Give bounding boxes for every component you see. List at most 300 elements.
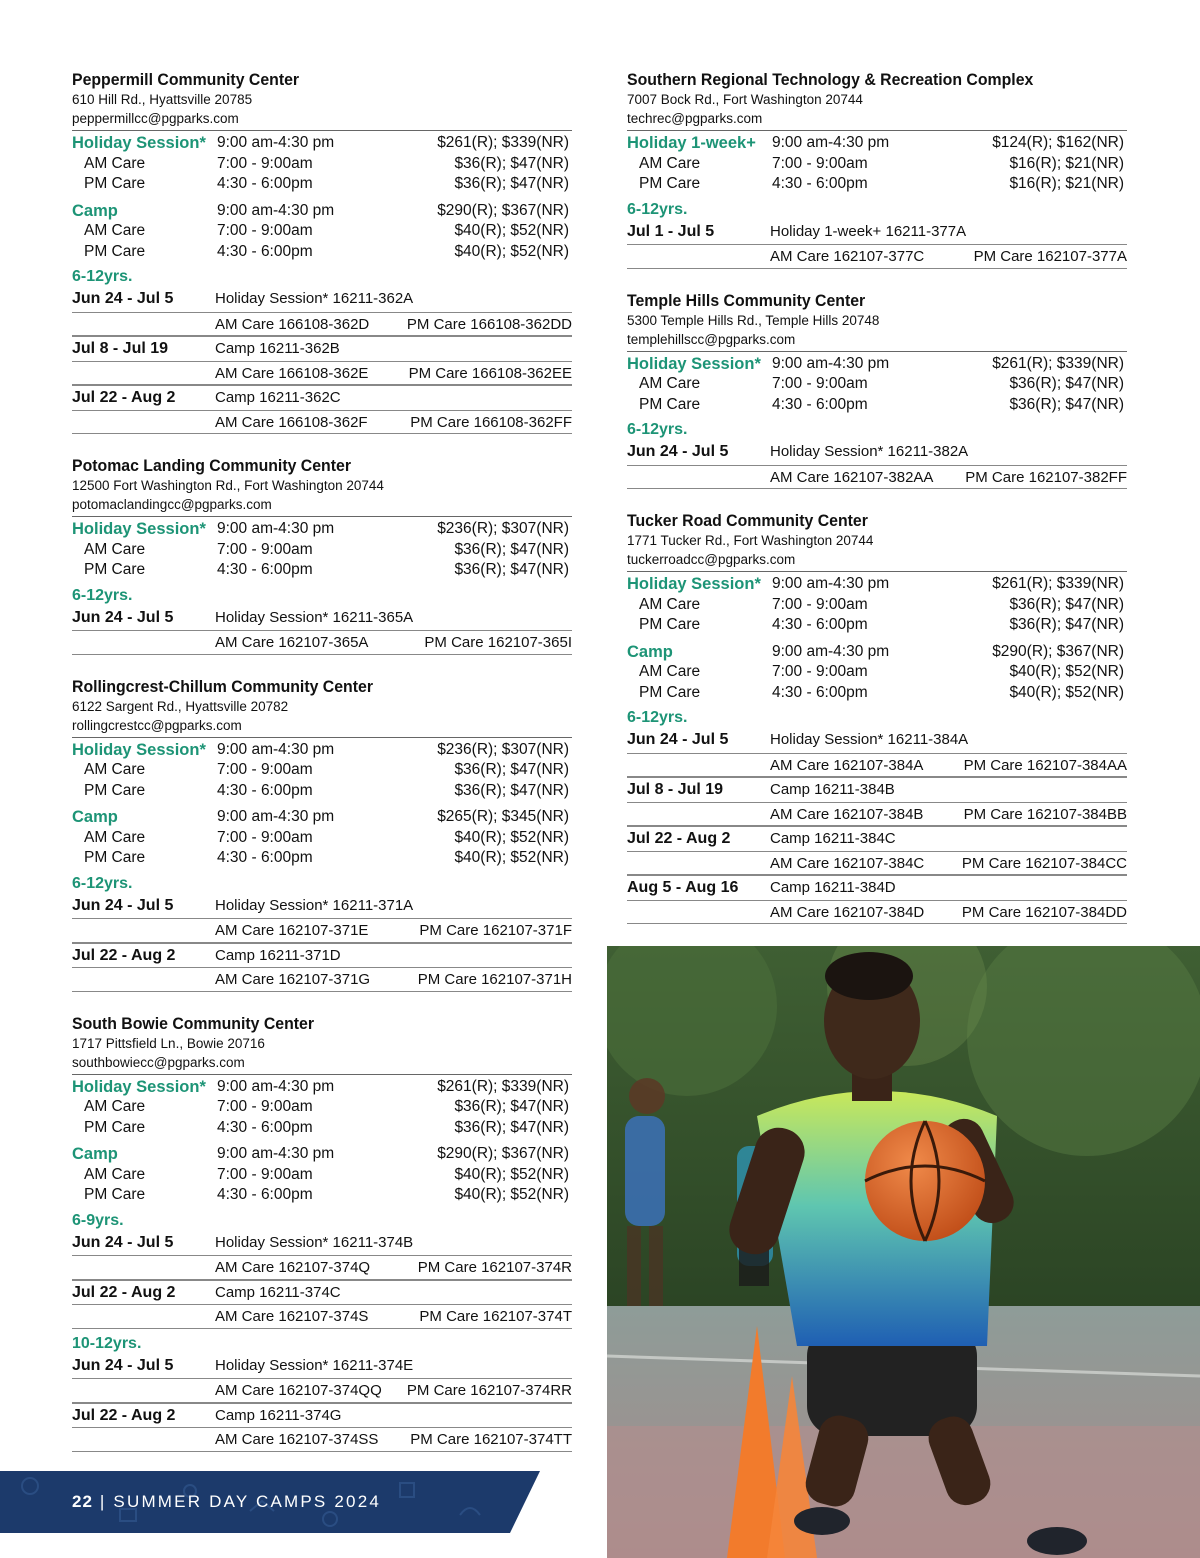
price-amount: $261(R); $339(NR) [437, 1077, 569, 1095]
center-block [72, 456, 572, 655]
pm-care-code: PM Care 162107-374R [417, 1259, 572, 1276]
price-time: 4:30 - 6:00pm [772, 395, 868, 413]
session-dates: Jun 24 - Jul 5 [627, 443, 729, 460]
session-dates: Jun 24 - Jul 5 [627, 731, 729, 748]
price-label: AM Care [84, 828, 146, 846]
session-spacer [385, 1354, 572, 1379]
price-label: AM Care [84, 222, 146, 239]
price-amount: $40(R); $52(NR) [454, 242, 569, 260]
price-amount: $261(R); $339(NR) [992, 354, 1124, 372]
session-spacer [385, 1281, 572, 1305]
price-row-care [72, 221, 572, 242]
price-label: PM Care [639, 616, 701, 633]
session-row [627, 220, 1127, 245]
am-care-code: AM Care 162107-384C [770, 854, 925, 872]
price-row-care [72, 1165, 572, 1186]
price-amount: $36(R); $47(NR) [454, 761, 569, 778]
price-time: 9:00 am-4:30 pm [772, 575, 890, 592]
center-email: potomaclandingcc@pgparks.com [72, 495, 572, 517]
session-row [72, 894, 572, 919]
session-dates: Jul 1 - Jul 5 [627, 222, 715, 240]
price-row-care [627, 615, 1127, 636]
session-spacer [940, 876, 1127, 900]
session-program-code: Holiday Session* 16211-374B [215, 1233, 414, 1251]
session-spacer [385, 287, 572, 312]
center-block [72, 70, 572, 434]
price-label: Holiday Session* [72, 134, 206, 152]
session-care-row [72, 1427, 572, 1452]
session-schedule [627, 728, 1127, 924]
session-dates: Jul 8 - Jul 19 [72, 340, 169, 357]
price-amount: $36(R); $47(NR) [454, 154, 569, 172]
session-dates: Jul 8 - Jul 19 [627, 781, 724, 798]
price-time: 7:00 - 9:00am [217, 222, 313, 239]
center-name: Temple Hills Community Center [627, 291, 866, 310]
session-care-row [627, 802, 1127, 827]
price-time: 7:00 - 9:00am [772, 595, 868, 613]
price-amount: $290(R); $367(NR) [437, 201, 569, 219]
price-row-program [72, 807, 572, 828]
am-care-code: AM Care 162107-384D [770, 903, 925, 921]
session-spacer [385, 944, 572, 968]
price-row-care [627, 174, 1127, 195]
center-block [627, 291, 1127, 490]
price-row-program [627, 133, 1127, 154]
session-row [72, 1280, 572, 1305]
age-group-label: 6-12yrs. [627, 421, 688, 438]
price-row-care [72, 174, 572, 195]
session-schedule [72, 606, 572, 655]
price-amount: $40(R); $52(NR) [454, 222, 569, 239]
price-amount: $36(R); $47(NR) [454, 175, 569, 192]
price-time: 9:00 am-4:30 pm [217, 740, 335, 758]
center-email: southbowiecc@pgparks.com [72, 1053, 572, 1075]
page-footer [72, 1492, 381, 1512]
session-schedule [72, 287, 572, 434]
price-row-care [72, 781, 572, 802]
price-list [72, 1075, 572, 1206]
price-row-care [72, 760, 572, 781]
price-label: Camp [72, 201, 118, 220]
session-care-spacer [627, 754, 770, 777]
center-address: 1717 Pittsfield Ln., Bowie 20716 [72, 1035, 265, 1051]
session-row [72, 1231, 572, 1256]
pm-care-code: PM Care 162107-377A [973, 248, 1127, 265]
pm-care-code: PM Care 162107-384AA [963, 756, 1127, 774]
price-label: Camp [72, 808, 118, 826]
pm-care-code: PM Care 162107-384DD [961, 903, 1127, 921]
session-care-row [72, 918, 572, 943]
session-care-row [627, 753, 1127, 778]
price-time: 7:00 - 9:00am [217, 154, 313, 172]
session-row [627, 826, 1127, 851]
session-care-row [72, 967, 572, 992]
price-amount: $261(R); $339(NR) [437, 134, 569, 151]
pm-care-code: PM Care 162107-374TT [410, 1431, 572, 1448]
session-program-code: Holiday Session* 16211-384A [770, 731, 969, 748]
price-amount: $36(R); $47(NR) [1009, 616, 1124, 633]
price-time: 7:00 - 9:00am [217, 1098, 313, 1115]
session-spacer [940, 778, 1127, 802]
price-time: 9:00 am-4:30 pm [772, 642, 890, 660]
session-program-code: Holiday Session* 16211-371A [215, 896, 414, 914]
pm-care-code: PM Care 162107-374RR [406, 1382, 572, 1399]
photo-illustration [607, 946, 1200, 1558]
session-care-spacer [72, 313, 215, 336]
am-care-code: AM Care 162107-382AA [770, 468, 934, 486]
price-row-care [72, 848, 572, 869]
price-time: 4:30 - 6:00pm [217, 561, 313, 578]
center-address: 610 Hill Rd., Hyattsville 20785 [72, 92, 253, 107]
session-row [72, 606, 572, 631]
age-group-label: 6-9yrs. [72, 1211, 124, 1229]
session-dates: Jun 24 - Jul 5 [72, 1356, 174, 1374]
price-row-care [72, 154, 572, 175]
price-time: 4:30 - 6:00pm [217, 849, 313, 866]
footer-title: SUMMER DAY CAMPS 2024 [113, 1492, 382, 1511]
price-amount: $36(R); $47(NR) [454, 540, 569, 558]
session-care-row [72, 1304, 572, 1329]
session-spacer [385, 606, 572, 631]
session-program-code: Camp 16211-371D [215, 946, 341, 964]
price-amount: $36(R); $47(NR) [1009, 375, 1124, 392]
am-care-code: AM Care 162107-374QQ [215, 1382, 382, 1399]
session-spacer [940, 220, 1127, 245]
boy-dribbling-basketball-photo [607, 946, 1200, 1558]
session-spacer [385, 386, 572, 410]
session-spacer [385, 894, 572, 919]
price-row-program [627, 642, 1127, 663]
price-label: PM Care [84, 561, 146, 578]
session-row [72, 336, 572, 361]
session-care-row [627, 244, 1127, 269]
price-amount: $40(R); $52(NR) [454, 849, 569, 866]
session-dates: Jun 24 - Jul 5 [72, 896, 174, 914]
pm-care-code: PM Care 162107-371F [419, 922, 572, 939]
price-time: 4:30 - 6:00pm [217, 781, 313, 799]
center-block [627, 70, 1127, 269]
session-care-row [72, 361, 572, 386]
age-group-label: 6-12yrs. [627, 709, 688, 726]
am-care-code: AM Care 162107-384B [770, 805, 924, 823]
session-row [627, 440, 1127, 465]
pm-care-code: PM Care 162107-382FF [965, 468, 1127, 486]
session-care-spacer [72, 631, 215, 654]
session-spacer [385, 1231, 572, 1256]
session-dates: Jul 22 - Aug 2 [627, 830, 731, 847]
pm-care-code: PM Care 162107-384CC [961, 854, 1127, 872]
session-care-spacer [72, 1305, 215, 1328]
session-schedule [627, 440, 1127, 489]
price-time: 4:30 - 6:00pm [772, 616, 868, 633]
am-care-code: AM Care 162107-374S [215, 1308, 369, 1325]
footer-separator: | [99, 1492, 107, 1511]
age-group-label: 6-12yrs. [72, 874, 133, 892]
center-email: techrec@pgparks.com [627, 109, 1127, 131]
pm-care-code: PM Care 166108-362EE [408, 364, 572, 382]
price-list [627, 352, 1127, 416]
session-care-spacer [627, 901, 770, 924]
center-address: 6122 Sargent Rd., Hyattsville 20782 [72, 698, 289, 714]
price-row-program [72, 201, 572, 222]
am-care-code: AM Care 162107-371E [215, 922, 369, 939]
price-list [627, 131, 1127, 195]
pm-care-code: PM Care 162107-371H [417, 971, 572, 988]
am-care-code: AM Care 162107-377C [770, 248, 925, 265]
price-time: 9:00 am-4:30 pm [772, 354, 890, 372]
pm-care-code: PM Care 166108-362FF [410, 413, 572, 431]
price-label: AM Care [84, 540, 146, 558]
session-program-code: Camp 16211-374G [215, 1406, 342, 1424]
right-column [627, 70, 1127, 946]
session-care-spacer [72, 362, 215, 385]
price-time: 4:30 - 6:00pm [217, 242, 313, 260]
session-program-code: Camp 16211-374C [215, 1283, 341, 1301]
price-row-care [72, 1097, 572, 1118]
session-schedule [627, 220, 1127, 269]
price-amount: $290(R); $367(NR) [992, 642, 1124, 660]
session-spacer [940, 728, 1127, 753]
price-time: 9:00 am-4:30 pm [217, 201, 335, 219]
price-time: 4:30 - 6:00pm [772, 175, 868, 192]
price-label: Holiday Session* [627, 354, 761, 373]
pm-care-code: PM Care 162107-384BB [963, 805, 1127, 823]
price-time: 7:00 - 9:00am [217, 828, 313, 846]
price-label: Holiday Session* [72, 1077, 206, 1096]
price-row-program [72, 740, 572, 761]
price-amount: $290(R); $367(NR) [437, 1145, 569, 1162]
price-amount: $265(R); $345(NR) [437, 808, 569, 825]
price-row-care [72, 1118, 572, 1139]
center-name: Potomac Landing Community Center [72, 457, 351, 475]
price-label: AM Care [84, 1098, 146, 1115]
age-group-label: 6-12yrs. [72, 268, 133, 285]
session-care-spacer [72, 968, 215, 991]
price-label: PM Care [639, 683, 701, 701]
price-time: 4:30 - 6:00pm [772, 683, 868, 701]
price-label: Holiday Session* [627, 575, 761, 593]
price-amount: $40(R); $52(NR) [454, 1186, 569, 1203]
left-column [72, 70, 572, 1474]
session-program-code: Holiday Session* 16211-382A [770, 443, 969, 460]
price-label: PM Care [84, 849, 146, 866]
price-time: 9:00 am-4:30 pm [772, 134, 890, 151]
center-address: 7007 Bock Rd., Fort Washington 20744 [627, 92, 863, 107]
price-list [72, 131, 572, 262]
center-block [72, 1014, 572, 1452]
session-schedule [72, 894, 572, 992]
session-row [72, 1354, 572, 1379]
price-row-program [72, 1144, 572, 1165]
price-row-care [72, 540, 572, 561]
session-program-code: Camp 16211-384B [770, 781, 895, 798]
center-block [627, 511, 1127, 924]
price-amount: $40(R); $52(NR) [454, 1165, 569, 1183]
price-amount: $40(R); $52(NR) [454, 828, 569, 846]
price-label: AM Care [84, 1165, 146, 1183]
price-time: 9:00 am-4:30 pm [217, 134, 335, 151]
age-group-label: 6-12yrs. [72, 586, 133, 604]
price-label: PM Care [84, 242, 146, 260]
session-row [627, 777, 1127, 802]
session-care-spacer [72, 1379, 215, 1402]
center-name: Peppermill Community Center [72, 71, 300, 89]
price-label: Holiday 1-week+ [627, 134, 756, 152]
price-time: 4:30 - 6:00pm [217, 1118, 313, 1136]
center-email: templehillscc@pgparks.com [627, 330, 1127, 352]
session-dates: Jul 22 - Aug 2 [72, 1406, 176, 1424]
session-care-spacer [627, 245, 770, 268]
session-dates: Jul 22 - Aug 2 [72, 1283, 176, 1301]
price-row-program [72, 133, 572, 154]
pm-care-code: PM Care 162107-374T [419, 1308, 572, 1325]
price-amount: $36(R); $47(NR) [1009, 595, 1124, 613]
price-row-care [72, 242, 572, 263]
price-list [627, 572, 1127, 703]
session-row [72, 943, 572, 968]
price-label: PM Care [639, 175, 701, 192]
price-label: Camp [72, 1145, 118, 1163]
price-amount: $16(R); $21(NR) [1009, 154, 1124, 172]
price-list [72, 517, 572, 581]
am-care-code: AM Care 166108-362D [215, 315, 370, 333]
price-amount: $261(R); $339(NR) [992, 575, 1124, 592]
price-row-care [72, 828, 572, 849]
session-dates: Jun 24 - Jul 5 [72, 1233, 174, 1251]
am-care-code: AM Care 162107-374Q [215, 1259, 371, 1276]
session-care-spacer [72, 1256, 215, 1279]
session-row [72, 385, 572, 410]
price-time: 9:00 am-4:30 pm [217, 808, 335, 825]
price-row-program [72, 519, 572, 540]
price-label: Holiday Session* [72, 740, 206, 759]
price-label: PM Care [84, 781, 146, 799]
price-time: 9:00 am-4:30 pm [217, 1145, 335, 1162]
session-care-spacer [627, 466, 770, 489]
center-email: tuckerroadcc@pgparks.com [627, 550, 1127, 572]
price-time: 7:00 - 9:00am [772, 663, 868, 680]
pm-care-code: PM Care 166108-362DD [406, 315, 572, 333]
price-label: AM Care [639, 663, 701, 680]
session-program-code: Camp 16211-384D [770, 879, 896, 896]
price-row-program [627, 574, 1127, 595]
price-row-care [627, 662, 1127, 683]
age-group-label: 10-12yrs. [72, 1334, 142, 1352]
session-program-code: Camp 16211-384C [770, 830, 896, 847]
session-spacer [940, 440, 1127, 465]
am-care-code: AM Care 162107-384A [770, 756, 924, 774]
price-time: 4:30 - 6:00pm [217, 175, 313, 192]
price-time: 9:00 am-4:30 pm [217, 1077, 335, 1095]
session-spacer [385, 1404, 572, 1428]
price-amount: $36(R); $47(NR) [1009, 395, 1124, 413]
price-label: PM Care [639, 395, 701, 413]
session-care-spacer [627, 803, 770, 826]
price-amount: $16(R); $21(NR) [1009, 175, 1124, 192]
session-schedule [72, 1354, 572, 1452]
session-program-code: Holiday Session* 16211-362A [215, 290, 414, 307]
session-care-row [627, 900, 1127, 925]
session-dates: Jun 24 - Jul 5 [72, 608, 174, 626]
session-program-code: Holiday 1-week+ 16211-377A [770, 222, 967, 240]
session-spacer [385, 337, 572, 361]
session-row [72, 1403, 572, 1428]
price-time: 7:00 - 9:00am [217, 1165, 313, 1183]
price-row-care [627, 374, 1127, 395]
am-care-code: AM Care 166108-362F [215, 413, 368, 431]
session-row [72, 287, 572, 312]
am-care-code: AM Care 162107-371G [215, 971, 371, 988]
session-program-code: Holiday Session* 16211-365A [215, 608, 414, 626]
page-number: 22 [72, 1492, 93, 1511]
am-care-code: AM Care 162107-365A [215, 634, 369, 651]
price-label: PM Care [84, 175, 146, 192]
price-time: 7:00 - 9:00am [772, 375, 868, 392]
price-time: 9:00 am-4:30 pm [217, 520, 335, 537]
session-care-row [72, 410, 572, 435]
session-care-row [627, 465, 1127, 490]
price-amount: $36(R); $47(NR) [454, 781, 569, 799]
price-label: AM Care [84, 761, 146, 778]
center-name: Southern Regional Technology & Recreation Complex [627, 71, 1034, 89]
price-amount: $124(R); $162(NR) [992, 134, 1124, 151]
price-row-care [627, 683, 1127, 704]
am-care-code: AM Care 162107-374SS [215, 1431, 379, 1448]
center-name: South Bowie Community Center [72, 1014, 315, 1033]
session-schedule [72, 1231, 572, 1329]
price-label: Camp [627, 642, 673, 661]
price-amount: $236(R); $307(NR) [437, 520, 569, 537]
session-dates: Jul 22 - Aug 2 [72, 389, 176, 406]
session-program-code: Camp 16211-362B [215, 340, 340, 357]
price-time: 4:30 - 6:00pm [217, 1186, 313, 1203]
center-address: 5300 Temple Hills Rd., Temple Hills 20748 [627, 312, 880, 328]
session-program-code: Camp 16211-362C [215, 389, 341, 406]
price-label: AM Care [639, 595, 701, 613]
center-address: 1771 Tucker Rd., Fort Washington 20744 [627, 533, 874, 548]
session-program-code: Holiday Session* 16211-374E [215, 1356, 414, 1374]
session-care-row [72, 1255, 572, 1280]
price-amount: $40(R); $52(NR) [1009, 683, 1124, 701]
price-time: 7:00 - 9:00am [217, 761, 313, 778]
session-dates: Jul 22 - Aug 2 [72, 946, 176, 964]
center-name: Rollingcrest-Chillum Community Center [72, 677, 373, 696]
price-row-care [627, 595, 1127, 616]
price-row-care [72, 1185, 572, 1206]
center-block [72, 677, 572, 992]
pm-care-code: PM Care 162107-365I [424, 634, 572, 651]
session-care-row [72, 1378, 572, 1403]
price-label: Holiday Session* [72, 520, 206, 538]
center-name: Tucker Road Community Center [627, 512, 868, 530]
price-amount: $236(R); $307(NR) [437, 740, 569, 758]
price-row-care [72, 560, 572, 581]
session-care-spacer [627, 852, 770, 875]
price-row-care [627, 395, 1127, 416]
session-care-row [72, 312, 572, 337]
price-list [72, 738, 572, 869]
session-row [627, 875, 1127, 900]
session-care-spacer [72, 411, 215, 434]
session-care-spacer [72, 919, 215, 942]
session-row [627, 728, 1127, 753]
price-row-program [627, 354, 1127, 375]
price-amount: $40(R); $52(NR) [1009, 663, 1124, 680]
price-amount: $36(R); $47(NR) [454, 561, 569, 578]
price-label: AM Care [84, 154, 146, 172]
price-row-program [72, 1077, 572, 1098]
session-care-row [627, 851, 1127, 876]
